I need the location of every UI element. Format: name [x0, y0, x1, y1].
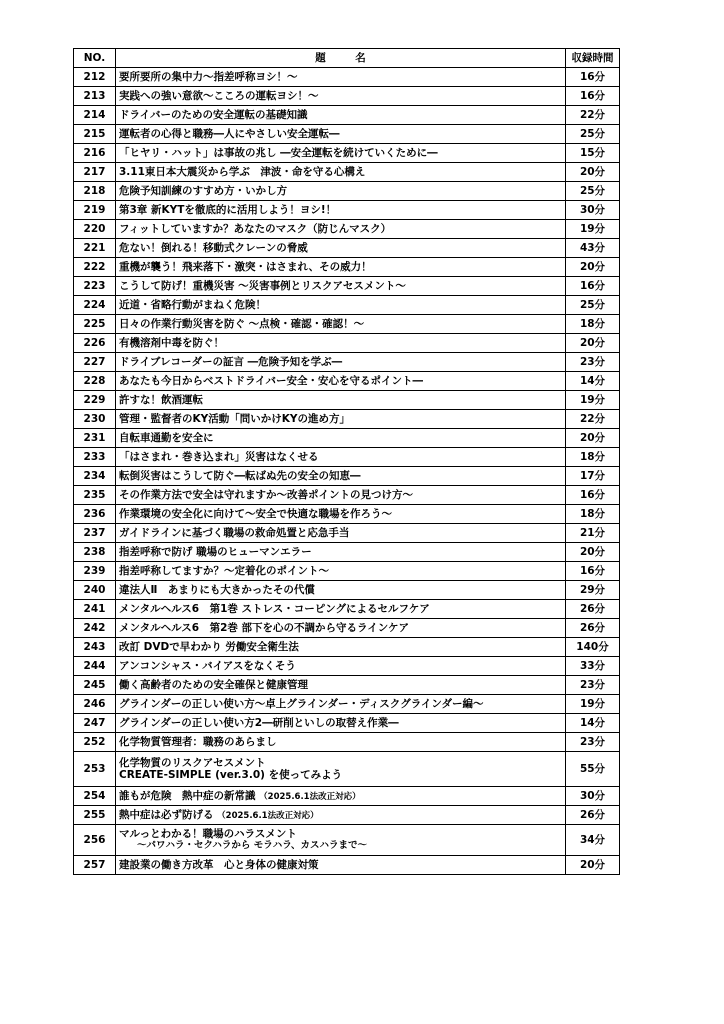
row-duration: 140分 [566, 638, 620, 657]
row-number: 238 [74, 543, 116, 562]
row-title: 「はさまれ・巻き込まれ」災害はなくせる [116, 448, 566, 467]
row-title: ドライバーのための安全運転の基礎知識 [116, 106, 566, 125]
row-title [116, 825, 566, 856]
row-number: 218 [74, 182, 116, 201]
table-row [74, 714, 620, 733]
row-number: 213 [74, 87, 116, 106]
table-row [74, 87, 620, 106]
table-row [74, 391, 620, 410]
row-number: 217 [74, 163, 116, 182]
table-row [74, 619, 620, 638]
row-duration: 22分 [566, 106, 620, 125]
table-row [74, 353, 620, 372]
row-number: 234 [74, 467, 116, 486]
row-number: 221 [74, 239, 116, 258]
row-title: 違法人Ⅱ あまりにも大きかったその代償 [116, 581, 566, 600]
row-duration: 20分 [566, 163, 620, 182]
row-title-main: 熱中症は必ず防げる [119, 808, 214, 821]
row-duration: 20分 [566, 258, 620, 277]
table-row [74, 638, 620, 657]
row-number: 239 [74, 562, 116, 581]
row-number: 241 [74, 600, 116, 619]
table-row [74, 600, 620, 619]
row-title-line2: CREATE-SIMPLE (ver.3.0) を使ってみよう [119, 769, 343, 781]
row-duration: 20分 [566, 334, 620, 353]
row-title: ガイドラインに基づく職場の救命処置と応急手当 [116, 524, 566, 543]
row-title: グラインダーの正しい使い方～卓上グラインダー・ディスクグラインダー編～ [116, 695, 566, 714]
row-duration: 43分 [566, 239, 620, 258]
table-row [74, 239, 620, 258]
row-number: 254 [74, 787, 116, 806]
row-title: 危険予知訓練のすすめ方・いかし方 [116, 182, 566, 201]
row-duration: 23分 [566, 733, 620, 752]
table-row [74, 752, 620, 787]
row-duration: 20分 [566, 429, 620, 448]
row-number: 228 [74, 372, 116, 391]
table-row [74, 856, 620, 875]
row-number: 256 [74, 825, 116, 856]
row-title-line1: 化学物質のリスクアセスメント [119, 757, 266, 769]
table-row [74, 372, 620, 391]
table-row [74, 467, 620, 486]
row-title: 3.11東日本大震災から学ぶ 津波・命を守る心構え [116, 163, 566, 182]
row-duration: 16分 [566, 486, 620, 505]
row-duration: 19分 [566, 220, 620, 239]
row-title: メンタルヘルス6 第1巻 ストレス・コーピングによるセルフケア [116, 600, 566, 619]
row-duration: 26分 [566, 806, 620, 825]
row-duration: 20分 [566, 543, 620, 562]
row-duration: 21分 [566, 524, 620, 543]
row-duration: 16分 [566, 562, 620, 581]
row-title: グラインダーの正しい使い方2―研削といしの取替え作業― [116, 714, 566, 733]
table-row [74, 581, 620, 600]
row-duration: 26分 [566, 600, 620, 619]
table-row [74, 277, 620, 296]
row-duration: 25分 [566, 182, 620, 201]
table-row [74, 733, 620, 752]
row-duration: 30分 [566, 201, 620, 220]
table-row [74, 806, 620, 825]
row-title: 改訂 DVDで早わかり 労働安全衛生法 [116, 638, 566, 657]
table-row [74, 125, 620, 144]
video-catalog-table [73, 48, 620, 875]
row-title: 有機溶剤中毒を防ぐ！ [116, 334, 566, 353]
row-number: 231 [74, 429, 116, 448]
row-title: 指差呼称で防げ 職場のヒューマンエラー [116, 543, 566, 562]
row-title: 重機が襲う！飛来落下・激突・はさまれ、その威力！ [116, 258, 566, 277]
table-row [74, 448, 620, 467]
table-row [74, 220, 620, 239]
row-duration: 14分 [566, 372, 620, 391]
row-duration: 14分 [566, 714, 620, 733]
table-row [74, 315, 620, 334]
table-row [74, 657, 620, 676]
row-title-line2: ～パワハラ・セクハラから モラハラ、カスハラまで～ [137, 840, 367, 851]
row-number: 226 [74, 334, 116, 353]
row-title: 実践への強い意欲～こころの運転ヨシ！～ [116, 87, 566, 106]
row-title: 管理・監督者のKY活動「問いかけKYの進め方」 [116, 410, 566, 429]
table-row [74, 543, 620, 562]
row-title: 指差呼称してますか？～定着化のポイント～ [116, 562, 566, 581]
row-title: 許すな！飲酒運転 [116, 391, 566, 410]
table-row [74, 524, 620, 543]
row-duration: 16分 [566, 277, 620, 296]
row-title: 化学物質管理者：職務のあらまし [116, 733, 566, 752]
row-duration: 19分 [566, 391, 620, 410]
row-title: 働く高齢者のための安全確保と健康管理 [116, 676, 566, 695]
row-title: 近道・省略行動がまねく危険！ [116, 296, 566, 315]
row-title [116, 787, 566, 806]
row-title: メンタルヘルス6 第2巻 部下を心の不調から守るラインケア [116, 619, 566, 638]
row-duration: 15分 [566, 144, 620, 163]
row-title: 要所要所の集中力～指差呼称ヨシ！～ [116, 68, 566, 87]
row-title-note: （2025.6.1法改正対応） [259, 791, 361, 802]
row-number: 255 [74, 806, 116, 825]
row-title: 作業環境の安全化に向けて～安全で快適な職場を作ろう～ [116, 505, 566, 524]
row-title: あなたも今日からベストドライバー安全・安心を守るポイント― [116, 372, 566, 391]
row-title: 第3章 新KYTを徹底的に活用しよう！ヨシ!！ [116, 201, 566, 220]
row-title: 転倒災害はこうして防ぐ―転ばぬ先の安全の知恵― [116, 467, 566, 486]
row-number: 227 [74, 353, 116, 372]
row-title-note: （2025.6.1法改正対応） [217, 810, 319, 821]
row-title [116, 806, 566, 825]
table-row [74, 505, 620, 524]
table-row [74, 825, 620, 856]
table-row [74, 562, 620, 581]
row-number: 247 [74, 714, 116, 733]
row-title: アンコンシャス・バイアスをなくそう [116, 657, 566, 676]
row-number: 237 [74, 524, 116, 543]
row-title: ドライブレコーダーの証言 ―危険予知を学ぶ― [116, 353, 566, 372]
row-duration: 25分 [566, 296, 620, 315]
row-duration: 33分 [566, 657, 620, 676]
table-body [74, 68, 620, 752]
row-number: 233 [74, 448, 116, 467]
row-title: こうして防げ！重機災害 ～災害事例とリスクアセスメント～ [116, 277, 566, 296]
row-duration: 16分 [566, 87, 620, 106]
header-duration: 収録時間 [566, 49, 620, 68]
row-duration: 55分 [566, 752, 620, 787]
row-title: 「ヒヤリ・ハット」は事故の兆し ―安全運転を続けていくために― [116, 144, 566, 163]
header-title-char-1: 題 [315, 52, 326, 64]
row-duration: 23分 [566, 676, 620, 695]
row-number: 214 [74, 106, 116, 125]
table-row [74, 296, 620, 315]
row-title-line1: マルっとわかる！職場のハラスメント [119, 828, 297, 840]
row-duration: 19分 [566, 695, 620, 714]
row-number: 215 [74, 125, 116, 144]
row-duration: 30分 [566, 787, 620, 806]
table-row [74, 334, 620, 353]
header-title [116, 49, 566, 68]
row-number: 245 [74, 676, 116, 695]
table-row [74, 106, 620, 125]
row-title: 危ない！倒れる！移動式クレーンの脅威 [116, 239, 566, 258]
row-title: 運転者の心得と職務―人にやさしい安全運転― [116, 125, 566, 144]
row-duration: 22分 [566, 410, 620, 429]
header-row [74, 49, 620, 68]
row-number: 246 [74, 695, 116, 714]
row-duration: 18分 [566, 505, 620, 524]
table-row [74, 182, 620, 201]
row-number: 212 [74, 68, 116, 87]
table-row [74, 163, 620, 182]
table-row [74, 144, 620, 163]
row-number: 229 [74, 391, 116, 410]
row-number: 240 [74, 581, 116, 600]
row-number: 220 [74, 220, 116, 239]
row-number: 235 [74, 486, 116, 505]
table-row [74, 486, 620, 505]
row-number: 244 [74, 657, 116, 676]
row-title: 自転車通勤を安全に [116, 429, 566, 448]
row-number: 216 [74, 144, 116, 163]
row-number: 257 [74, 856, 116, 875]
row-duration: 29分 [566, 581, 620, 600]
table-row [74, 676, 620, 695]
row-number: 223 [74, 277, 116, 296]
row-duration: 18分 [566, 315, 620, 334]
row-number: 242 [74, 619, 116, 638]
table-row [74, 258, 620, 277]
row-number: 224 [74, 296, 116, 315]
row-title: その作業方法で安全は守れますか～改善ポイントの見つけ方～ [116, 486, 566, 505]
row-title [116, 752, 566, 787]
row-duration: 20分 [566, 856, 620, 875]
table-row [74, 68, 620, 87]
table-row [74, 201, 620, 220]
table-body-extra [74, 752, 620, 875]
row-title: 日々の作業行動災害を防ぐ ～点検・確認・確認！～ [116, 315, 566, 334]
table-row [74, 410, 620, 429]
row-title: フィットしていますか？あなたのマスク（防じんマスク） [116, 220, 566, 239]
table-row [74, 787, 620, 806]
row-duration: 17分 [566, 467, 620, 486]
row-number: 243 [74, 638, 116, 657]
row-duration: 16分 [566, 68, 620, 87]
row-number: 225 [74, 315, 116, 334]
row-duration: 23分 [566, 353, 620, 372]
header-no: NO. [74, 49, 116, 68]
row-number: 222 [74, 258, 116, 277]
table-row [74, 429, 620, 448]
header-title-char-2: 名 [355, 52, 366, 64]
row-number: 252 [74, 733, 116, 752]
row-duration: 26分 [566, 619, 620, 638]
row-duration: 18分 [566, 448, 620, 467]
row-number: 236 [74, 505, 116, 524]
row-duration: 25分 [566, 125, 620, 144]
row-number: 253 [74, 752, 116, 787]
row-number: 230 [74, 410, 116, 429]
row-number: 219 [74, 201, 116, 220]
row-title: 建設業の働き方改革 心と身体の健康対策 [116, 856, 566, 875]
row-duration: 34分 [566, 825, 620, 856]
table-row [74, 695, 620, 714]
row-title-main: 誰もが危険 熱中症の新常識 [119, 789, 256, 802]
